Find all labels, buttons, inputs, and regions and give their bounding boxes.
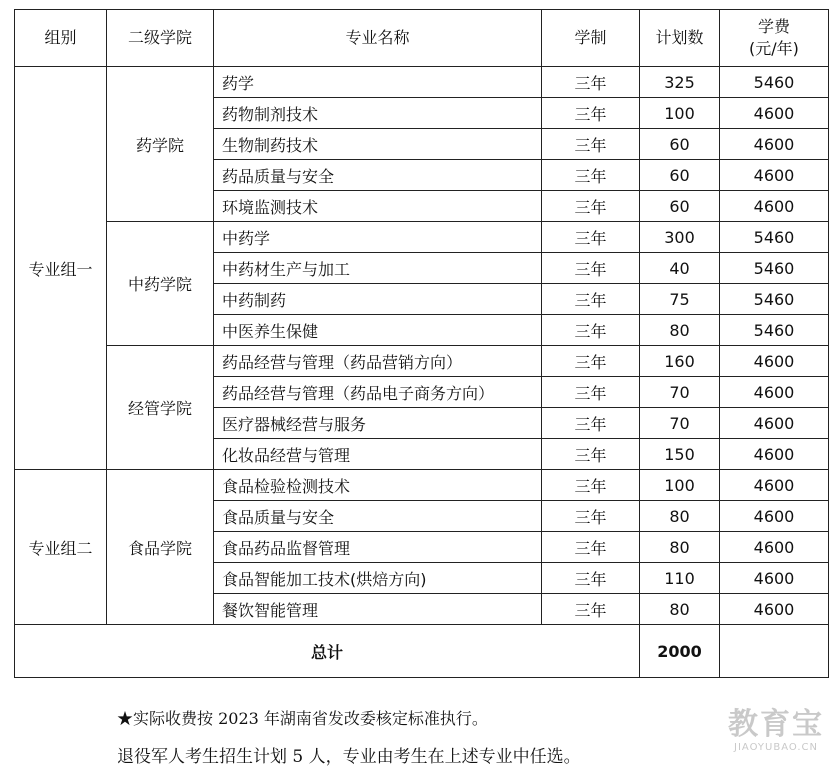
college-cell: 中药学院 <box>107 222 214 346</box>
college-cell: 经管学院 <box>107 346 214 470</box>
tuition-cell: 5460 <box>720 222 829 253</box>
major-cell: 医疗器械经营与服务 <box>214 408 542 439</box>
watermark-logo <box>728 708 824 753</box>
tuition-cell: 4600 <box>720 470 829 501</box>
tuition-cell: 4600 <box>720 594 829 625</box>
major-cell: 中药制药 <box>214 284 542 315</box>
tuition-cell: 5460 <box>720 253 829 284</box>
major-cell: 药物制剂技术 <box>214 98 542 129</box>
duration-cell: 三年 <box>542 594 640 625</box>
plan-cell: 100 <box>640 98 720 129</box>
tuition-cell: 4600 <box>720 377 829 408</box>
total-row <box>15 625 829 678</box>
plan-cell: 80 <box>640 315 720 346</box>
tuition-cell: 5460 <box>720 67 829 98</box>
major-cell: 药学 <box>214 67 542 98</box>
major-cell: 药品质量与安全 <box>214 160 542 191</box>
plan-cell: 110 <box>640 563 720 594</box>
header-tuition-line1: 学费 <box>757 17 790 36</box>
tuition-cell: 5460 <box>720 315 829 346</box>
duration-cell: 三年 <box>542 191 640 222</box>
veteran-note: 退役军人考生招生计划 5 人，专业由考生在上述专业中任选。 <box>117 747 581 767</box>
major-cell: 药品经营与管理（药品营销方向） <box>214 346 542 377</box>
tuition-cell: 4600 <box>720 98 829 129</box>
tuition-cell: 5460 <box>720 284 829 315</box>
college-cell: 药学院 <box>107 67 214 222</box>
duration-cell: 三年 <box>542 377 640 408</box>
plan-cell: 60 <box>640 160 720 191</box>
total-label: 总计 <box>15 625 640 678</box>
tuition-cell: 4600 <box>720 191 829 222</box>
fee-note: ★实际收费按 2023 年湖南省发改委核定标准执行。 <box>117 709 488 728</box>
plan-cell: 60 <box>640 129 720 160</box>
major-cell: 化妆品经营与管理 <box>214 439 542 470</box>
duration-cell: 三年 <box>542 222 640 253</box>
plan-cell: 40 <box>640 253 720 284</box>
tuition-cell: 4600 <box>720 501 829 532</box>
header-tuition-line2: (元/年) <box>749 39 799 58</box>
duration-cell: 三年 <box>542 253 640 284</box>
plan-cell: 100 <box>640 470 720 501</box>
table-body <box>15 67 829 625</box>
plan-cell: 300 <box>640 222 720 253</box>
table-header-row <box>15 10 829 67</box>
major-cell: 药品经营与管理（药品电子商务方向） <box>214 377 542 408</box>
total-plan: 2000 <box>640 625 720 678</box>
enrollment-plan-table <box>14 9 829 678</box>
major-cell: 中药材生产与加工 <box>214 253 542 284</box>
group-cell: 专业组一 <box>15 67 107 470</box>
duration-cell: 三年 <box>542 160 640 191</box>
tuition-cell: 4600 <box>720 160 829 191</box>
major-cell: 中医养生保健 <box>214 315 542 346</box>
major-cell: 食品智能加工技术(烘焙方向) <box>214 563 542 594</box>
duration-cell: 三年 <box>542 346 640 377</box>
major-cell: 食品质量与安全 <box>214 501 542 532</box>
duration-cell: 三年 <box>542 439 640 470</box>
duration-cell: 三年 <box>542 563 640 594</box>
duration-cell: 三年 <box>542 532 640 563</box>
header-major: 专业名称 <box>214 10 542 67</box>
duration-cell: 三年 <box>542 408 640 439</box>
major-cell: 中药学 <box>214 222 542 253</box>
plan-cell: 160 <box>640 346 720 377</box>
group-cell: 专业组二 <box>15 470 107 625</box>
table-row <box>15 346 829 377</box>
tuition-cell: 4600 <box>720 129 829 160</box>
table-row <box>15 67 829 98</box>
watermark-text: 教育宝 <box>728 707 824 742</box>
duration-cell: 三年 <box>542 470 640 501</box>
header-group: 组别 <box>15 10 107 67</box>
header-college: 二级学院 <box>107 10 214 67</box>
major-cell: 食品检验检测技术 <box>214 470 542 501</box>
plan-cell: 325 <box>640 67 720 98</box>
table-row <box>15 222 829 253</box>
tuition-cell: 4600 <box>720 346 829 377</box>
major-cell: 餐饮智能管理 <box>214 594 542 625</box>
major-cell: 食品药品监督管理 <box>214 532 542 563</box>
duration-cell: 三年 <box>542 284 640 315</box>
plan-cell: 70 <box>640 377 720 408</box>
duration-cell: 三年 <box>542 315 640 346</box>
watermark-url: JIAOYUBAO.CN <box>734 742 818 753</box>
duration-cell: 三年 <box>542 129 640 160</box>
tuition-cell: 4600 <box>720 408 829 439</box>
plan-cell: 80 <box>640 532 720 563</box>
header-duration: 学制 <box>542 10 640 67</box>
college-cell: 食品学院 <box>107 470 214 625</box>
tuition-cell: 4600 <box>720 439 829 470</box>
tuition-cell: 4600 <box>720 563 829 594</box>
plan-cell: 80 <box>640 501 720 532</box>
tuition-cell: 4600 <box>720 532 829 563</box>
header-tuition <box>720 10 829 67</box>
major-cell: 生物制药技术 <box>214 129 542 160</box>
plan-cell: 60 <box>640 191 720 222</box>
plan-cell: 80 <box>640 594 720 625</box>
major-cell: 环境监测技术 <box>214 191 542 222</box>
plan-cell: 70 <box>640 408 720 439</box>
plan-cell: 75 <box>640 284 720 315</box>
header-plan: 计划数 <box>640 10 720 67</box>
table-row <box>15 470 829 501</box>
plan-cell: 150 <box>640 439 720 470</box>
duration-cell: 三年 <box>542 67 640 98</box>
duration-cell: 三年 <box>542 98 640 129</box>
duration-cell: 三年 <box>542 501 640 532</box>
total-tuition-empty <box>720 625 829 678</box>
